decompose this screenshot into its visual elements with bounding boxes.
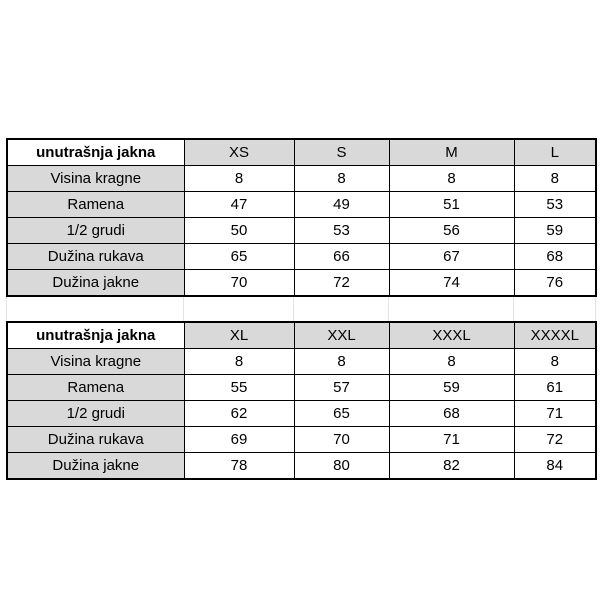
row-label: Ramena bbox=[7, 192, 184, 218]
table-cell: 8 bbox=[389, 349, 514, 375]
size-header: XXXL bbox=[389, 322, 514, 349]
table-cell: 70 bbox=[184, 270, 294, 297]
empty-cell bbox=[514, 297, 596, 321]
table-cell: 68 bbox=[514, 244, 596, 270]
row-label: Visina kragne bbox=[7, 349, 184, 375]
table-cell: 68 bbox=[389, 401, 514, 427]
table-row bbox=[7, 244, 596, 270]
size-table-2 bbox=[6, 321, 597, 480]
table-cell: 61 bbox=[514, 375, 596, 401]
table-cell: 47 bbox=[184, 192, 294, 218]
table-row bbox=[7, 349, 596, 375]
row-label: Dužina rukava bbox=[7, 244, 184, 270]
table-cell: 8 bbox=[389, 166, 514, 192]
table-row bbox=[7, 192, 596, 218]
table-cell: 51 bbox=[389, 192, 514, 218]
table-row bbox=[7, 375, 596, 401]
size-header: S bbox=[294, 139, 389, 166]
size-header: L bbox=[514, 139, 596, 166]
table-cell: 65 bbox=[184, 244, 294, 270]
table-row bbox=[7, 427, 596, 453]
table-cell: 82 bbox=[389, 453, 514, 480]
table-title: unutrašnja jakna bbox=[7, 322, 184, 349]
table-row bbox=[7, 218, 596, 244]
spacer-row bbox=[6, 297, 596, 321]
table-cell: 57 bbox=[294, 375, 389, 401]
table-row bbox=[7, 166, 596, 192]
table-cell: 62 bbox=[184, 401, 294, 427]
table-cell: 8 bbox=[294, 166, 389, 192]
empty-cell bbox=[184, 297, 294, 321]
table-cell: 59 bbox=[514, 218, 596, 244]
size-header: M bbox=[389, 139, 514, 166]
empty-cell bbox=[7, 297, 184, 321]
table-cell: 50 bbox=[184, 218, 294, 244]
table-cell: 59 bbox=[389, 375, 514, 401]
size-header: XL bbox=[184, 322, 294, 349]
table-cell: 74 bbox=[389, 270, 514, 297]
table-row bbox=[7, 270, 596, 297]
table-cell: 84 bbox=[514, 453, 596, 480]
table-cell: 78 bbox=[184, 453, 294, 480]
table-cell: 8 bbox=[184, 349, 294, 375]
table-cell: 53 bbox=[294, 218, 389, 244]
table-cell: 66 bbox=[294, 244, 389, 270]
table-cell: 8 bbox=[294, 349, 389, 375]
table-cell: 8 bbox=[184, 166, 294, 192]
size-header: XXXXL bbox=[514, 322, 596, 349]
table-cell: 55 bbox=[184, 375, 294, 401]
table-cell: 71 bbox=[514, 401, 596, 427]
table-cell: 53 bbox=[514, 192, 596, 218]
table-cell: 72 bbox=[514, 427, 596, 453]
table-cell: 56 bbox=[389, 218, 514, 244]
size-header: XXL bbox=[294, 322, 389, 349]
table-row bbox=[7, 453, 596, 480]
table-header-row bbox=[7, 322, 596, 349]
size-table-1 bbox=[6, 138, 597, 297]
table-cell: 71 bbox=[389, 427, 514, 453]
table-header-row bbox=[7, 139, 596, 166]
row-label: 1/2 grudi bbox=[7, 218, 184, 244]
empty-cell bbox=[294, 297, 389, 321]
row-label: Dužina jakne bbox=[7, 453, 184, 480]
table-cell: 65 bbox=[294, 401, 389, 427]
table-cell: 76 bbox=[514, 270, 596, 297]
table-cell: 8 bbox=[514, 349, 596, 375]
table-cell: 80 bbox=[294, 453, 389, 480]
table-cell: 70 bbox=[294, 427, 389, 453]
table-cell: 67 bbox=[389, 244, 514, 270]
row-label: Ramena bbox=[7, 375, 184, 401]
row-label: Dužina jakne bbox=[7, 270, 184, 297]
table-title: unutrašnja jakna bbox=[7, 139, 184, 166]
row-label: Visina kragne bbox=[7, 166, 184, 192]
table-cell: 69 bbox=[184, 427, 294, 453]
table-cell: 8 bbox=[514, 166, 596, 192]
empty-cell bbox=[389, 297, 514, 321]
row-label: 1/2 grudi bbox=[7, 401, 184, 427]
table-cell: 72 bbox=[294, 270, 389, 297]
size-chart bbox=[6, 138, 595, 480]
size-header: XS bbox=[184, 139, 294, 166]
row-label: Dužina rukava bbox=[7, 427, 184, 453]
table-cell: 49 bbox=[294, 192, 389, 218]
table-row bbox=[7, 401, 596, 427]
